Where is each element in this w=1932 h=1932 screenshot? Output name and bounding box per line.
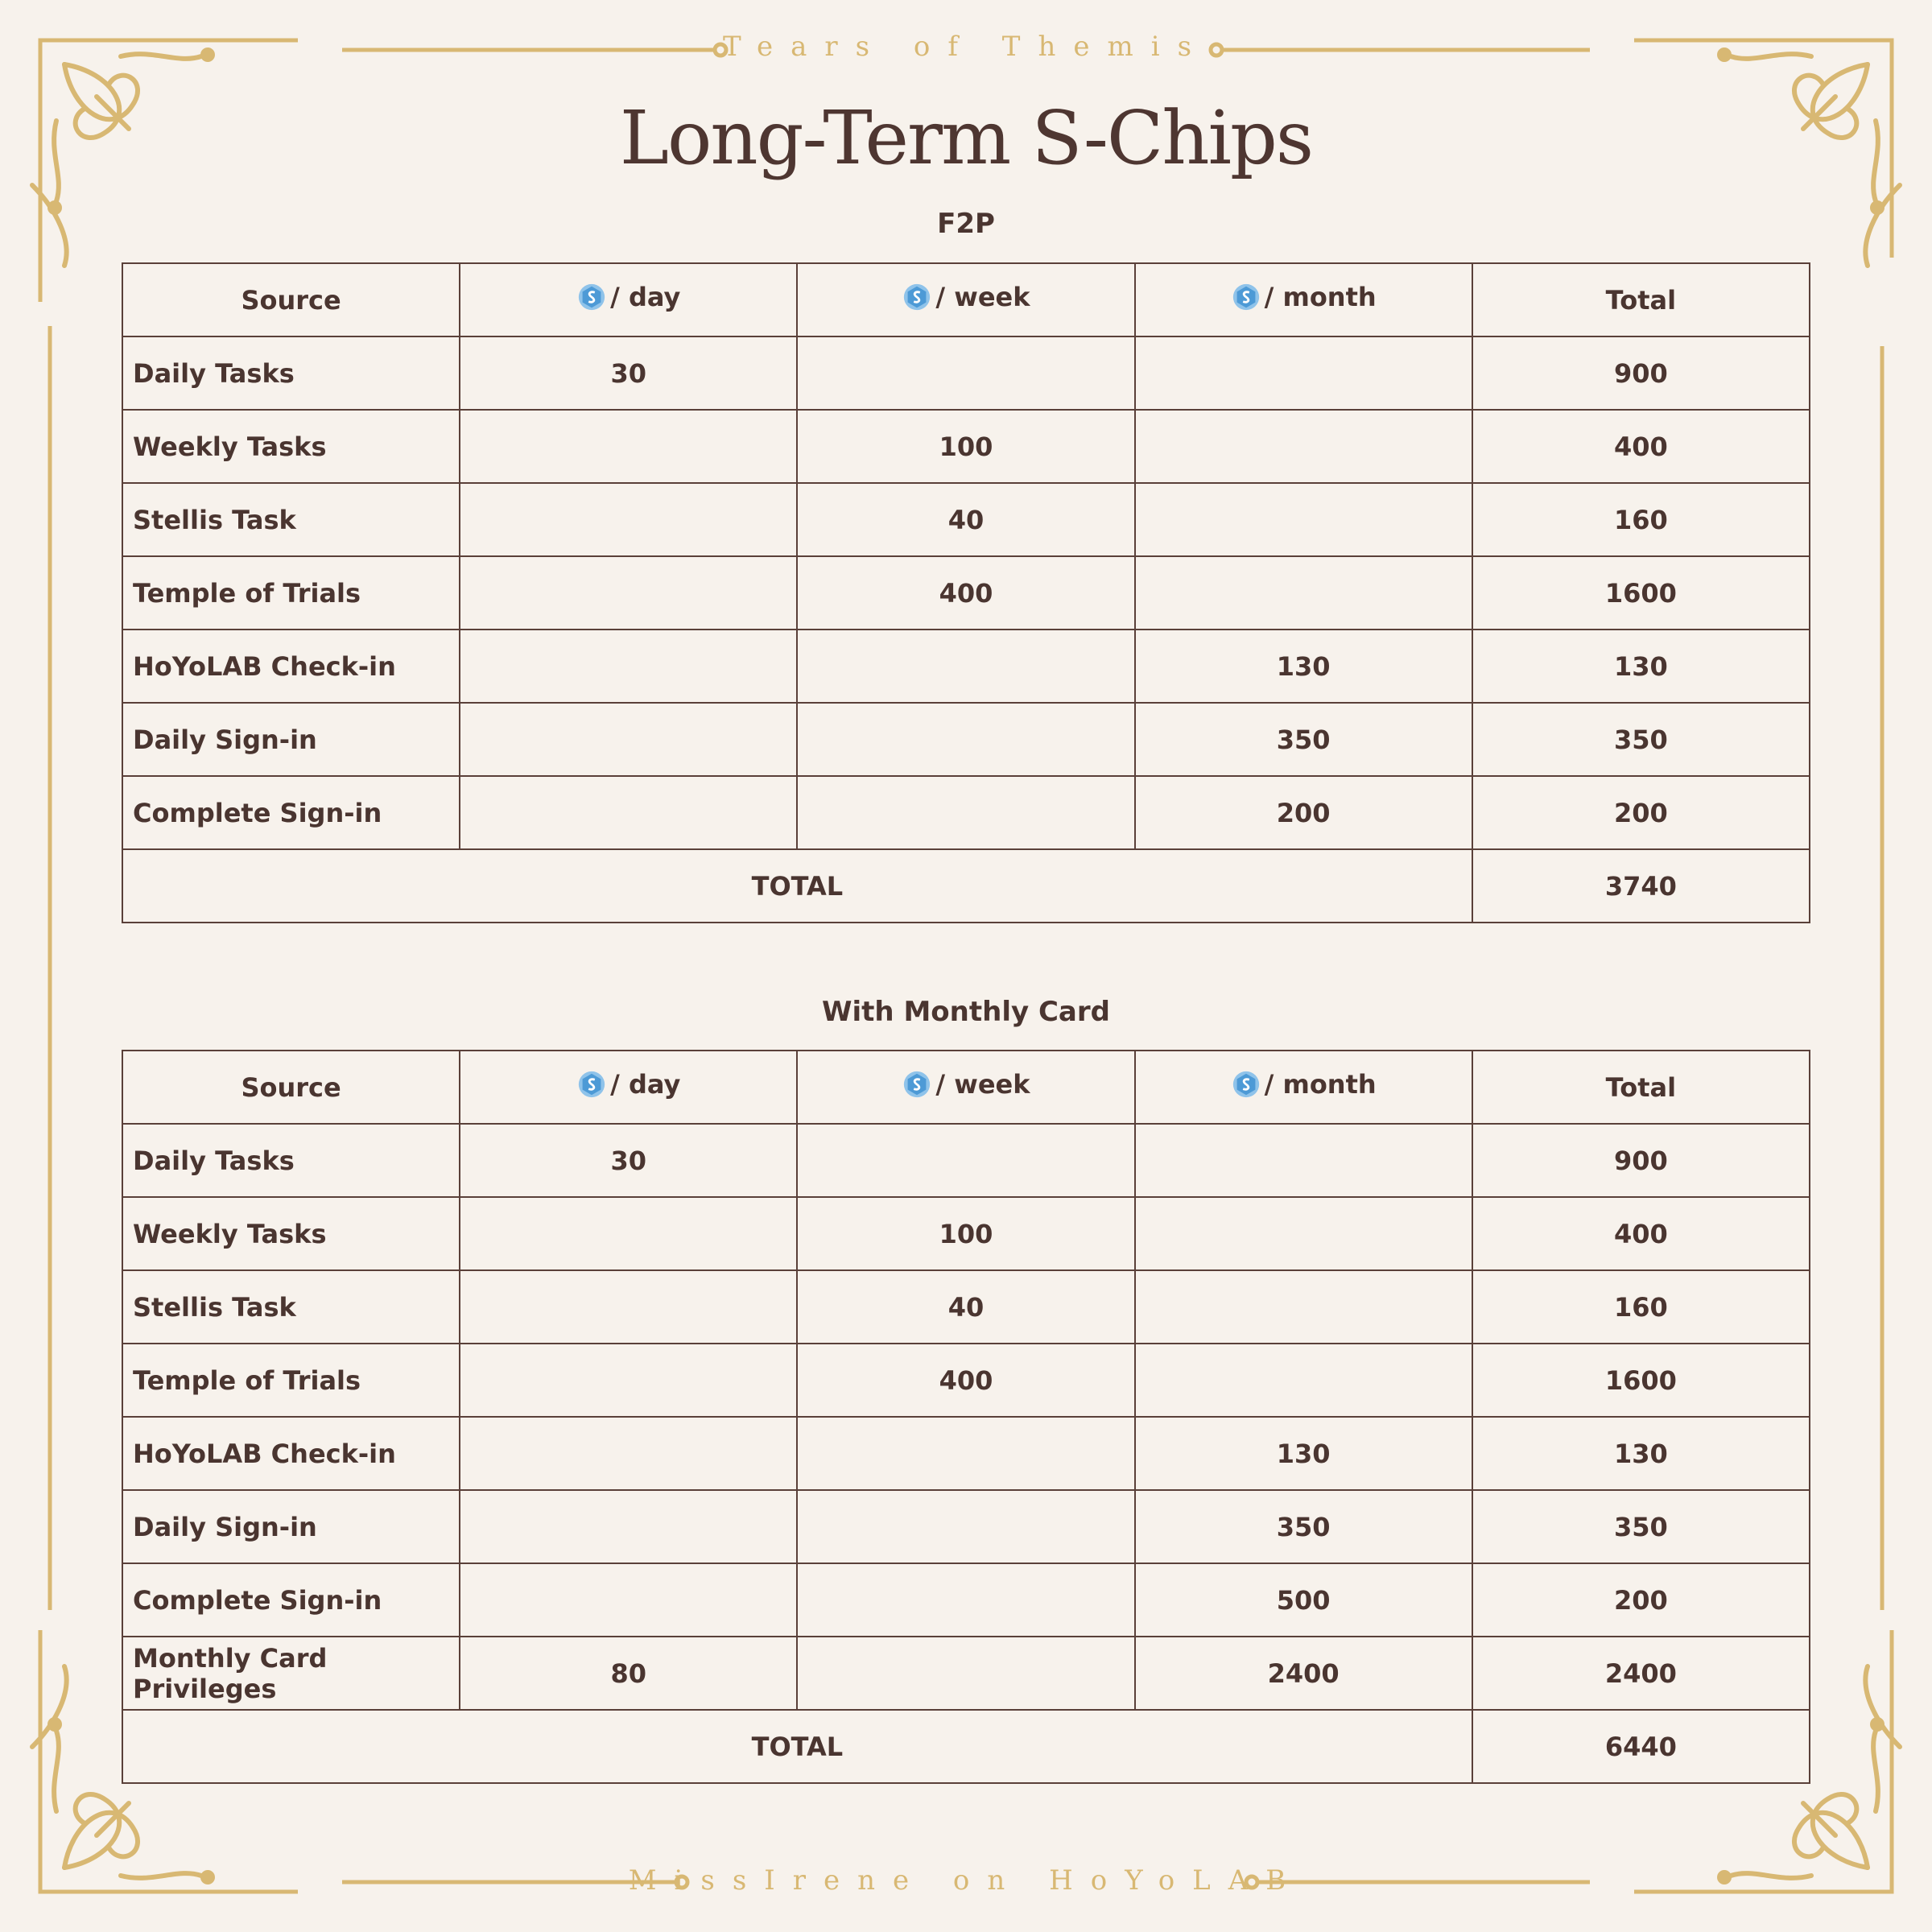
source-cell: Complete Sign-in	[122, 776, 460, 849]
source-cell: Complete Sign-in	[122, 1563, 460, 1637]
col-header-month-label: / month	[1264, 1068, 1377, 1100]
s-chip-icon	[902, 1069, 932, 1100]
week-cell: 40	[797, 1270, 1134, 1344]
day-cell: 80	[460, 1637, 797, 1710]
month-cell: 130	[1135, 630, 1472, 703]
source-cell: Daily Tasks	[122, 336, 460, 410]
week-cell: 40	[797, 483, 1134, 556]
week-cell	[797, 1417, 1134, 1490]
s-chip-icon	[576, 282, 607, 312]
total-value: 3740	[1472, 849, 1810, 923]
table-row	[122, 1344, 1810, 1417]
s-chip-icon	[1231, 282, 1261, 312]
total-cell: 160	[1472, 483, 1810, 556]
total-cell: 400	[1472, 1197, 1810, 1270]
source-cell: Monthly Card Privileges	[122, 1637, 460, 1710]
day-cell: 30	[460, 336, 797, 410]
week-cell	[797, 630, 1134, 703]
col-header-week-label: / week	[935, 1068, 1030, 1100]
day-cell	[460, 410, 797, 483]
day-cell	[460, 1417, 797, 1490]
month-cell: 500	[1135, 1563, 1472, 1637]
table-row	[122, 556, 1810, 630]
source-cell: Temple of Trials	[122, 1344, 460, 1417]
week-cell	[797, 1490, 1134, 1563]
s-chip-icon	[902, 282, 932, 312]
total-cell: 350	[1472, 1490, 1810, 1563]
table-row	[122, 1197, 1810, 1270]
col-header-total: Total	[1472, 263, 1810, 336]
table-row	[122, 1270, 1810, 1344]
total-cell: 160	[1472, 1270, 1810, 1344]
week-cell	[797, 1563, 1134, 1637]
month-cell: 350	[1135, 1490, 1472, 1563]
total-cell: 400	[1472, 410, 1810, 483]
total-label: TOTAL	[122, 1710, 1472, 1783]
col-header-day-label: / day	[610, 1068, 681, 1100]
day-cell	[460, 556, 797, 630]
week-cell	[797, 1637, 1134, 1710]
day-cell	[460, 1490, 797, 1563]
day-cell	[460, 1270, 797, 1344]
source-cell: Weekly Tasks	[122, 1197, 460, 1270]
month-cell: 200	[1135, 776, 1472, 849]
week-cell	[797, 776, 1134, 849]
table-row	[122, 630, 1810, 703]
col-header-day	[460, 263, 797, 336]
total-cell: 2400	[1472, 1637, 1810, 1710]
total-cell: 350	[1472, 703, 1810, 776]
f2p-header-row	[122, 263, 1810, 336]
source-cell: HoYoLAB Check-in	[122, 630, 460, 703]
source-cell: Daily Sign-in	[122, 703, 460, 776]
source-cell: Stellis Task	[122, 483, 460, 556]
total-cell: 200	[1472, 776, 1810, 849]
total-cell: 1600	[1472, 1344, 1810, 1417]
source-cell: Temple of Trials	[122, 556, 460, 630]
day-cell	[460, 483, 797, 556]
day-cell	[460, 630, 797, 703]
total-cell: 1600	[1472, 556, 1810, 630]
total-value: 6440	[1472, 1710, 1810, 1783]
day-cell	[460, 1563, 797, 1637]
month-cell	[1135, 483, 1472, 556]
monthly-section-title: With Monthly Card	[822, 996, 1110, 1028]
week-cell: 400	[797, 556, 1134, 630]
col-header-day-label: / day	[610, 281, 681, 312]
table-row	[122, 776, 1810, 849]
month-cell	[1135, 556, 1472, 630]
month-cell	[1135, 336, 1472, 410]
s-chip-icon	[576, 1069, 607, 1100]
f2p-section-title: F2P	[937, 208, 995, 240]
week-cell: 100	[797, 410, 1134, 483]
day-cell	[460, 1344, 797, 1417]
total-cell: 900	[1472, 1124, 1810, 1197]
col-header-month	[1135, 1051, 1472, 1124]
table-row	[122, 1637, 1810, 1710]
month-cell	[1135, 1197, 1472, 1270]
col-header-week	[797, 1051, 1134, 1124]
month-cell: 350	[1135, 703, 1472, 776]
week-cell: 400	[797, 1344, 1134, 1417]
table-row	[122, 1563, 1810, 1637]
table-row	[122, 703, 1810, 776]
source-cell: Weekly Tasks	[122, 410, 460, 483]
table-row	[122, 410, 1810, 483]
total-cell: 200	[1472, 1563, 1810, 1637]
total-cell: 900	[1472, 336, 1810, 410]
col-header-week-label: / week	[935, 281, 1030, 312]
source-cell: Daily Tasks	[122, 1124, 460, 1197]
table-row	[122, 336, 1810, 410]
month-cell	[1135, 410, 1472, 483]
f2p-table	[122, 262, 1810, 923]
week-cell	[797, 703, 1134, 776]
col-header-total: Total	[1472, 1051, 1810, 1124]
total-row	[122, 849, 1810, 923]
month-cell	[1135, 1270, 1472, 1344]
col-header-week	[797, 263, 1134, 336]
game-name-header: Tears of Themis	[722, 31, 1210, 63]
total-row	[122, 1710, 1810, 1783]
source-cell: Daily Sign-in	[122, 1490, 460, 1563]
total-cell: 130	[1472, 630, 1810, 703]
total-cell: 130	[1472, 1417, 1810, 1490]
day-cell	[460, 776, 797, 849]
week-cell: 100	[797, 1197, 1134, 1270]
source-cell: HoYoLAB Check-in	[122, 1417, 460, 1490]
monthly-header-row	[122, 1051, 1810, 1124]
col-header-source: Source	[122, 263, 460, 336]
month-cell: 130	[1135, 1417, 1472, 1490]
col-header-month-label: / month	[1264, 281, 1377, 312]
week-cell	[797, 336, 1134, 410]
month-cell	[1135, 1344, 1472, 1417]
author-credit-footer: MissIrene on HoYoLAB	[628, 1864, 1304, 1897]
col-header-month	[1135, 263, 1472, 336]
s-chip-icon	[1231, 1069, 1261, 1100]
total-label: TOTAL	[122, 849, 1472, 923]
table-row	[122, 1417, 1810, 1490]
month-cell: 2400	[1135, 1637, 1472, 1710]
col-header-source: Source	[122, 1051, 460, 1124]
week-cell	[797, 1124, 1134, 1197]
col-header-day	[460, 1051, 797, 1124]
day-cell	[460, 1197, 797, 1270]
table-row	[122, 1124, 1810, 1197]
table-row	[122, 1490, 1810, 1563]
day-cell	[460, 703, 797, 776]
source-cell: Stellis Task	[122, 1270, 460, 1344]
monthly-card-table	[122, 1050, 1810, 1784]
table-row	[122, 483, 1810, 556]
month-cell	[1135, 1124, 1472, 1197]
day-cell: 30	[460, 1124, 797, 1197]
page-title: Long-Term S-Chips	[619, 95, 1313, 181]
